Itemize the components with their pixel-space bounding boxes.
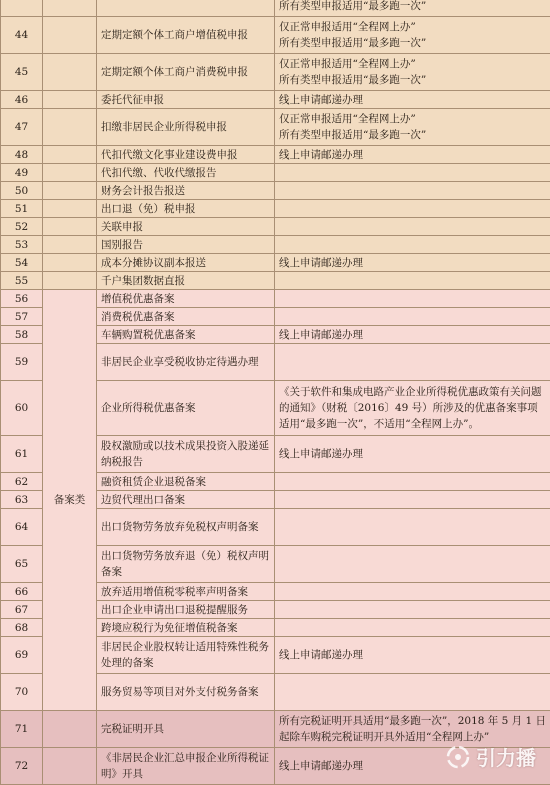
handling-note [275,473,550,491]
handling-note [275,200,550,218]
row-number: 47 [1,109,43,146]
item-name: 代扣代缴、代收代缴报告 [97,164,275,182]
handling-note [275,290,550,308]
item-name: 融资租赁企业退税备案 [97,473,275,491]
item-name: 跨境应税行为免征增值税备案 [97,619,275,637]
item-name: 定期定额个体工商户消费税申报 [97,54,275,91]
table-row [1,218,550,236]
handling-note [275,236,550,254]
item-name: 关联申报 [97,218,275,236]
row-number: 69 [1,637,43,674]
item-name: 企业所得税优惠备案 [97,381,275,436]
row-number: 64 [1,509,43,546]
handling-note: 线上申请邮递办理 [275,91,550,109]
row-number: 72 [1,748,43,785]
category-cell-blank [43,17,97,54]
item-name: 财务会计报告报送 [97,182,275,200]
watermark-text: 引力播 [476,742,536,771]
handling-note: 《关于软件和集成电路产业企业所得税优惠政策有关问题的通知》（财税〔2016〕49 号）所涉及的优惠备案事项适用“最多跑一次”，不适用“全程网上办”。 [275,381,550,436]
item-name: 出口货物劳务放弃退（免）税权声明备案 [97,546,275,583]
category-cell-blank [43,164,97,182]
table-row [1,254,550,272]
category-cell-blank [43,711,97,748]
row-number: 53 [1,236,43,254]
table-row [1,91,550,109]
row-number: 71 [1,711,43,748]
category-cell-blank [43,146,97,164]
category-cell-blank [43,218,97,236]
row-number: 55 [1,272,43,290]
handling-note [275,164,550,182]
category-cell-blank [43,182,97,200]
row-number: 67 [1,601,43,619]
handling-note [275,601,550,619]
handling-note [275,182,550,200]
handling-note [275,674,550,711]
category-cell-blank [43,254,97,272]
item-name: 非居民企业股权转让适用特殊性税务处理的备案 [97,637,275,674]
handling-note: 线上申请邮递办理 [275,748,550,785]
category-cell-blank [43,0,97,17]
table-row [1,182,550,200]
handling-note: 仅正常申报适用“全程网上办” 所有类型申报适用“最多跑一次” [275,17,550,54]
row-number [1,0,43,17]
spark-logo-icon [444,743,472,771]
row-number: 66 [1,583,43,601]
row-number: 50 [1,182,43,200]
item-name: 国别报告 [97,236,275,254]
item-name: 边贸代理出口备案 [97,491,275,509]
table-row [1,290,550,308]
table-row [1,272,550,290]
handling-note [275,344,550,381]
category-cell-blank [43,236,97,254]
item-name: 出口企业申请出口退税提醒服务 [97,601,275,619]
handling-note [275,218,550,236]
item-name: 增值税优惠备案 [97,290,275,308]
item-name: 《非居民企业汇总申报企业所得税证明》开具 [97,748,275,785]
row-number: 45 [1,54,43,91]
row-number: 58 [1,326,43,344]
table-row [1,200,550,218]
item-name: 非居民企业享受税收协定待遇办理 [97,344,275,381]
item-name: 千户集团数据直报 [97,272,275,290]
handling-note [275,272,550,290]
row-number: 65 [1,546,43,583]
handling-note: 仅正常申报适用“全程网上办” 所有类型申报适用“最多跑一次” [275,54,550,91]
table-row [1,17,550,54]
row-number: 70 [1,674,43,711]
row-number: 46 [1,91,43,109]
item-name: 代扣代缴文化事业建设费申报 [97,146,275,164]
item-name: 完税证明开具 [97,711,275,748]
table-row [1,0,550,17]
watermark [444,742,536,771]
table-body [1,0,550,785]
category-cell: 备案类 [43,290,97,711]
handling-note: 线上申请邮递办理 [275,254,550,272]
handling-note: 所有类型申报适用“最多跑一次” [275,0,550,17]
table-row [1,54,550,91]
row-number: 44 [1,17,43,54]
handling-note: 线上申请邮递办理 [275,436,550,473]
category-cell-blank [43,272,97,290]
item-name: 服务贸易等项目对外支付税务备案 [97,674,275,711]
handling-note: 线上申请邮递办理 [275,146,550,164]
row-number: 68 [1,619,43,637]
item-name: 扣缴非居民企业所得税申报 [97,109,275,146]
handling-note [275,546,550,583]
row-number: 48 [1,146,43,164]
category-cell-blank [43,54,97,91]
handling-note [275,509,550,546]
row-number: 49 [1,164,43,182]
handling-note: 线上申请邮递办理 [275,637,550,674]
handling-note: 仅正常申报适用“全程网上办” 所有类型申报适用“最多跑一次” [275,109,550,146]
category-cell-blank [43,748,97,785]
handling-note: 所有完税证明开具适用“最多跑一次”，2018 年 5 月 1 日起除车购税完税证明开具外适用“全程网上办” [275,711,550,748]
category-cell-blank [43,200,97,218]
row-number: 57 [1,308,43,326]
item-name: 委托代征申报 [97,91,275,109]
table-row [1,236,550,254]
item-name: 出口货物劳务放弃免税权声明备案 [97,509,275,546]
item-name: 成本分摊协议副本报送 [97,254,275,272]
table-row [1,146,550,164]
category-cell-blank [43,109,97,146]
table-row [1,164,550,182]
row-number: 60 [1,381,43,436]
handling-note [275,491,550,509]
handling-note [275,583,550,601]
item-name [97,0,275,17]
row-number: 52 [1,218,43,236]
row-number: 56 [1,290,43,308]
table-row [1,109,550,146]
category-cell-blank [43,91,97,109]
item-name: 定期定额个体工商户增值税申报 [97,17,275,54]
item-name: 消费税优惠备案 [97,308,275,326]
handling-note [275,619,550,637]
item-name: 放弃适用增值税零税率声明备案 [97,583,275,601]
row-number: 51 [1,200,43,218]
row-number: 54 [1,254,43,272]
handling-note: 线上申请邮递办理 [275,326,550,344]
item-name: 出口退（免）税申报 [97,200,275,218]
row-number: 63 [1,491,43,509]
item-name: 车辆购置税优惠备案 [97,326,275,344]
item-name: 股权激励或以技术成果投资入股递延纳税报告 [97,436,275,473]
handling-note [275,308,550,326]
row-number: 62 [1,473,43,491]
row-number: 61 [1,436,43,473]
row-number: 59 [1,344,43,381]
